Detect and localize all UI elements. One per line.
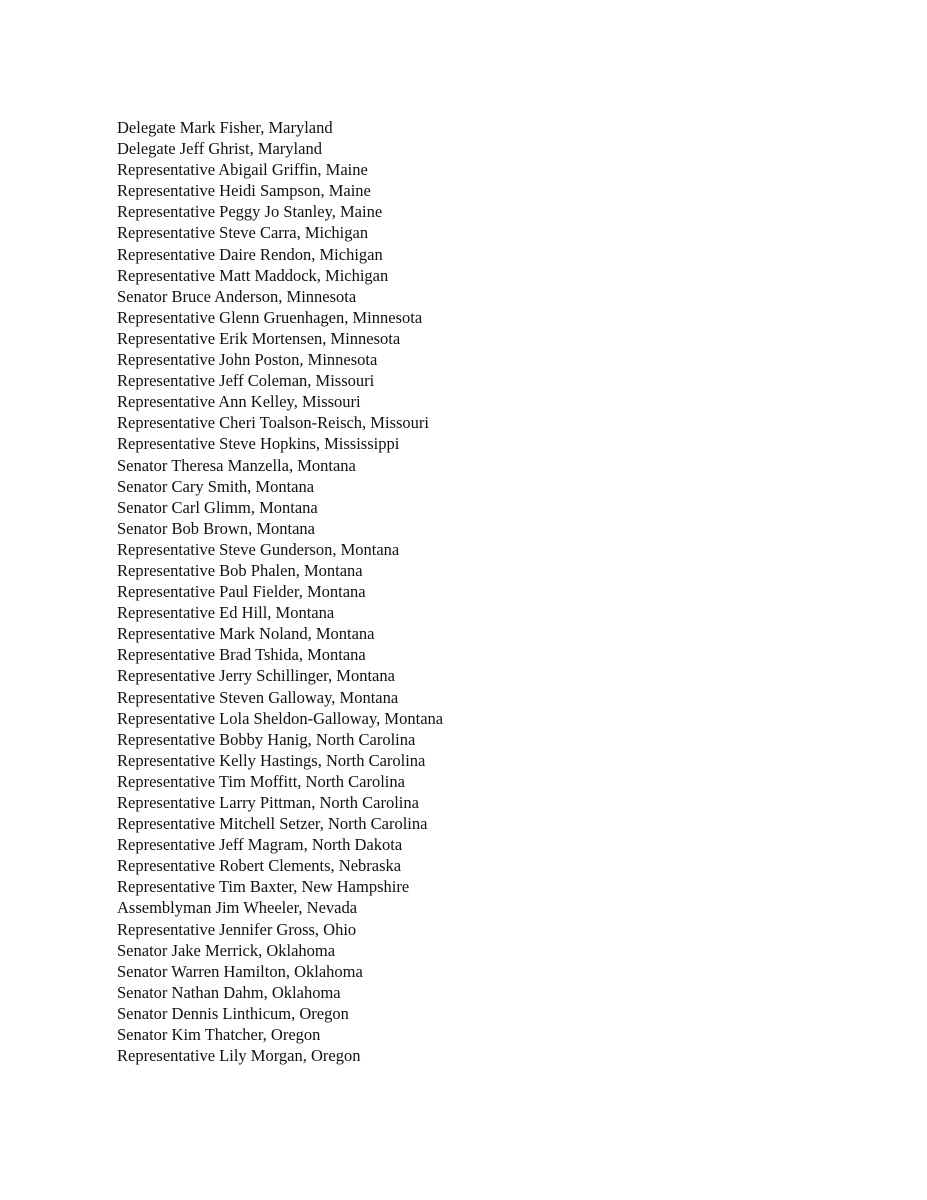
list-item: Representative Jerry Schillinger, Montana: [117, 666, 395, 686]
list-item: Representative Lola Sheldon-Galloway, Montana: [117, 708, 444, 728]
list-item: Representative Steven Galloway, Montana: [117, 687, 399, 707]
signatory-list: [117, 117, 443, 1066]
list-item: Representative Daire Rendon, Michigan: [117, 244, 383, 264]
list-item: Representative Cheri Toalson-Reisch, Missouri: [117, 413, 429, 433]
list-item: Representative Jeff Magram, North Dakota: [117, 835, 403, 855]
list-item: Representative Jennifer Gross, Ohio: [117, 919, 357, 939]
list-item: Senator Theresa Manzella, Montana: [117, 455, 356, 475]
list-item: Senator Bob Brown, Montana: [117, 518, 315, 538]
list-item: Senator Nathan Dahm, Oklahoma: [117, 982, 341, 1002]
list-item: Representative John Poston, Minnesota: [117, 350, 378, 370]
list-item: Senator Dennis Linthicum, Oregon: [117, 1003, 349, 1023]
list-item: Representative Steve Hopkins, Mississippi: [117, 434, 400, 454]
list-item: Representative Ed Hill, Montana: [117, 603, 335, 623]
list-item: Representative Matt Maddock, Michigan: [117, 265, 389, 285]
list-item: Representative Kelly Hastings, North Carolina: [117, 750, 426, 770]
list-item: Senator Jake Merrick, Oklahoma: [117, 940, 336, 960]
list-item: Representative Bob Phalen, Montana: [117, 560, 363, 580]
list-item: Representative Robert Clements, Nebraska: [117, 856, 402, 876]
list-item: Representative Steve Gunderson, Montana: [117, 539, 400, 559]
list-item: Representative Glenn Gruenhagen, Minnesota: [117, 307, 423, 327]
list-item: Representative Heidi Sampson, Maine: [117, 181, 371, 201]
list-item: Representative Larry Pittman, North Carolina: [117, 793, 419, 812]
list-item: Representative Lily Morgan, Oregon: [117, 1046, 361, 1066]
list-item: Delegate Jeff Ghrist, Maryland: [117, 139, 322, 159]
list-item: Representative Tim Baxter, New Hampshire: [117, 877, 410, 897]
list-item: Representative Mitchell Setzer, North Carolina: [117, 814, 428, 834]
list-item: Representative Tim Moffitt, North Carolina: [117, 771, 405, 791]
list-item: Representative Mark Noland, Montana: [117, 624, 375, 644]
list-item: Senator Kim Thatcher, Oregon: [117, 1025, 321, 1045]
list-item: Senator Warren Hamilton, Oklahoma: [117, 961, 363, 981]
list-item: Representative Peggy Jo Stanley, Maine: [117, 202, 383, 222]
list-item: Representative Bobby Hanig, North Carolina: [117, 729, 416, 749]
list-item: Representative Jeff Coleman, Missouri: [117, 371, 375, 391]
list-item: Representative Paul Fielder, Montana: [117, 582, 366, 602]
list-item: Representative Ann Kelley, Missouri: [117, 392, 361, 412]
list-item: Senator Carl Glimm, Montana: [117, 497, 318, 517]
list-item: Representative Erik Mortensen, Minnesota: [117, 328, 401, 348]
list-item: Senator Cary Smith, Montana: [117, 476, 315, 496]
list-item: Representative Steve Carra, Michigan: [117, 223, 369, 243]
list-item: Assemblyman Jim Wheeler, Nevada: [117, 898, 358, 918]
list-item: Senator Bruce Anderson, Minnesota: [117, 286, 357, 306]
list-item: Representative Abigail Griffin, Maine: [117, 160, 368, 180]
list-item: Delegate Mark Fisher, Maryland: [117, 118, 333, 137]
list-item: Representative Brad Tshida, Montana: [117, 645, 366, 665]
